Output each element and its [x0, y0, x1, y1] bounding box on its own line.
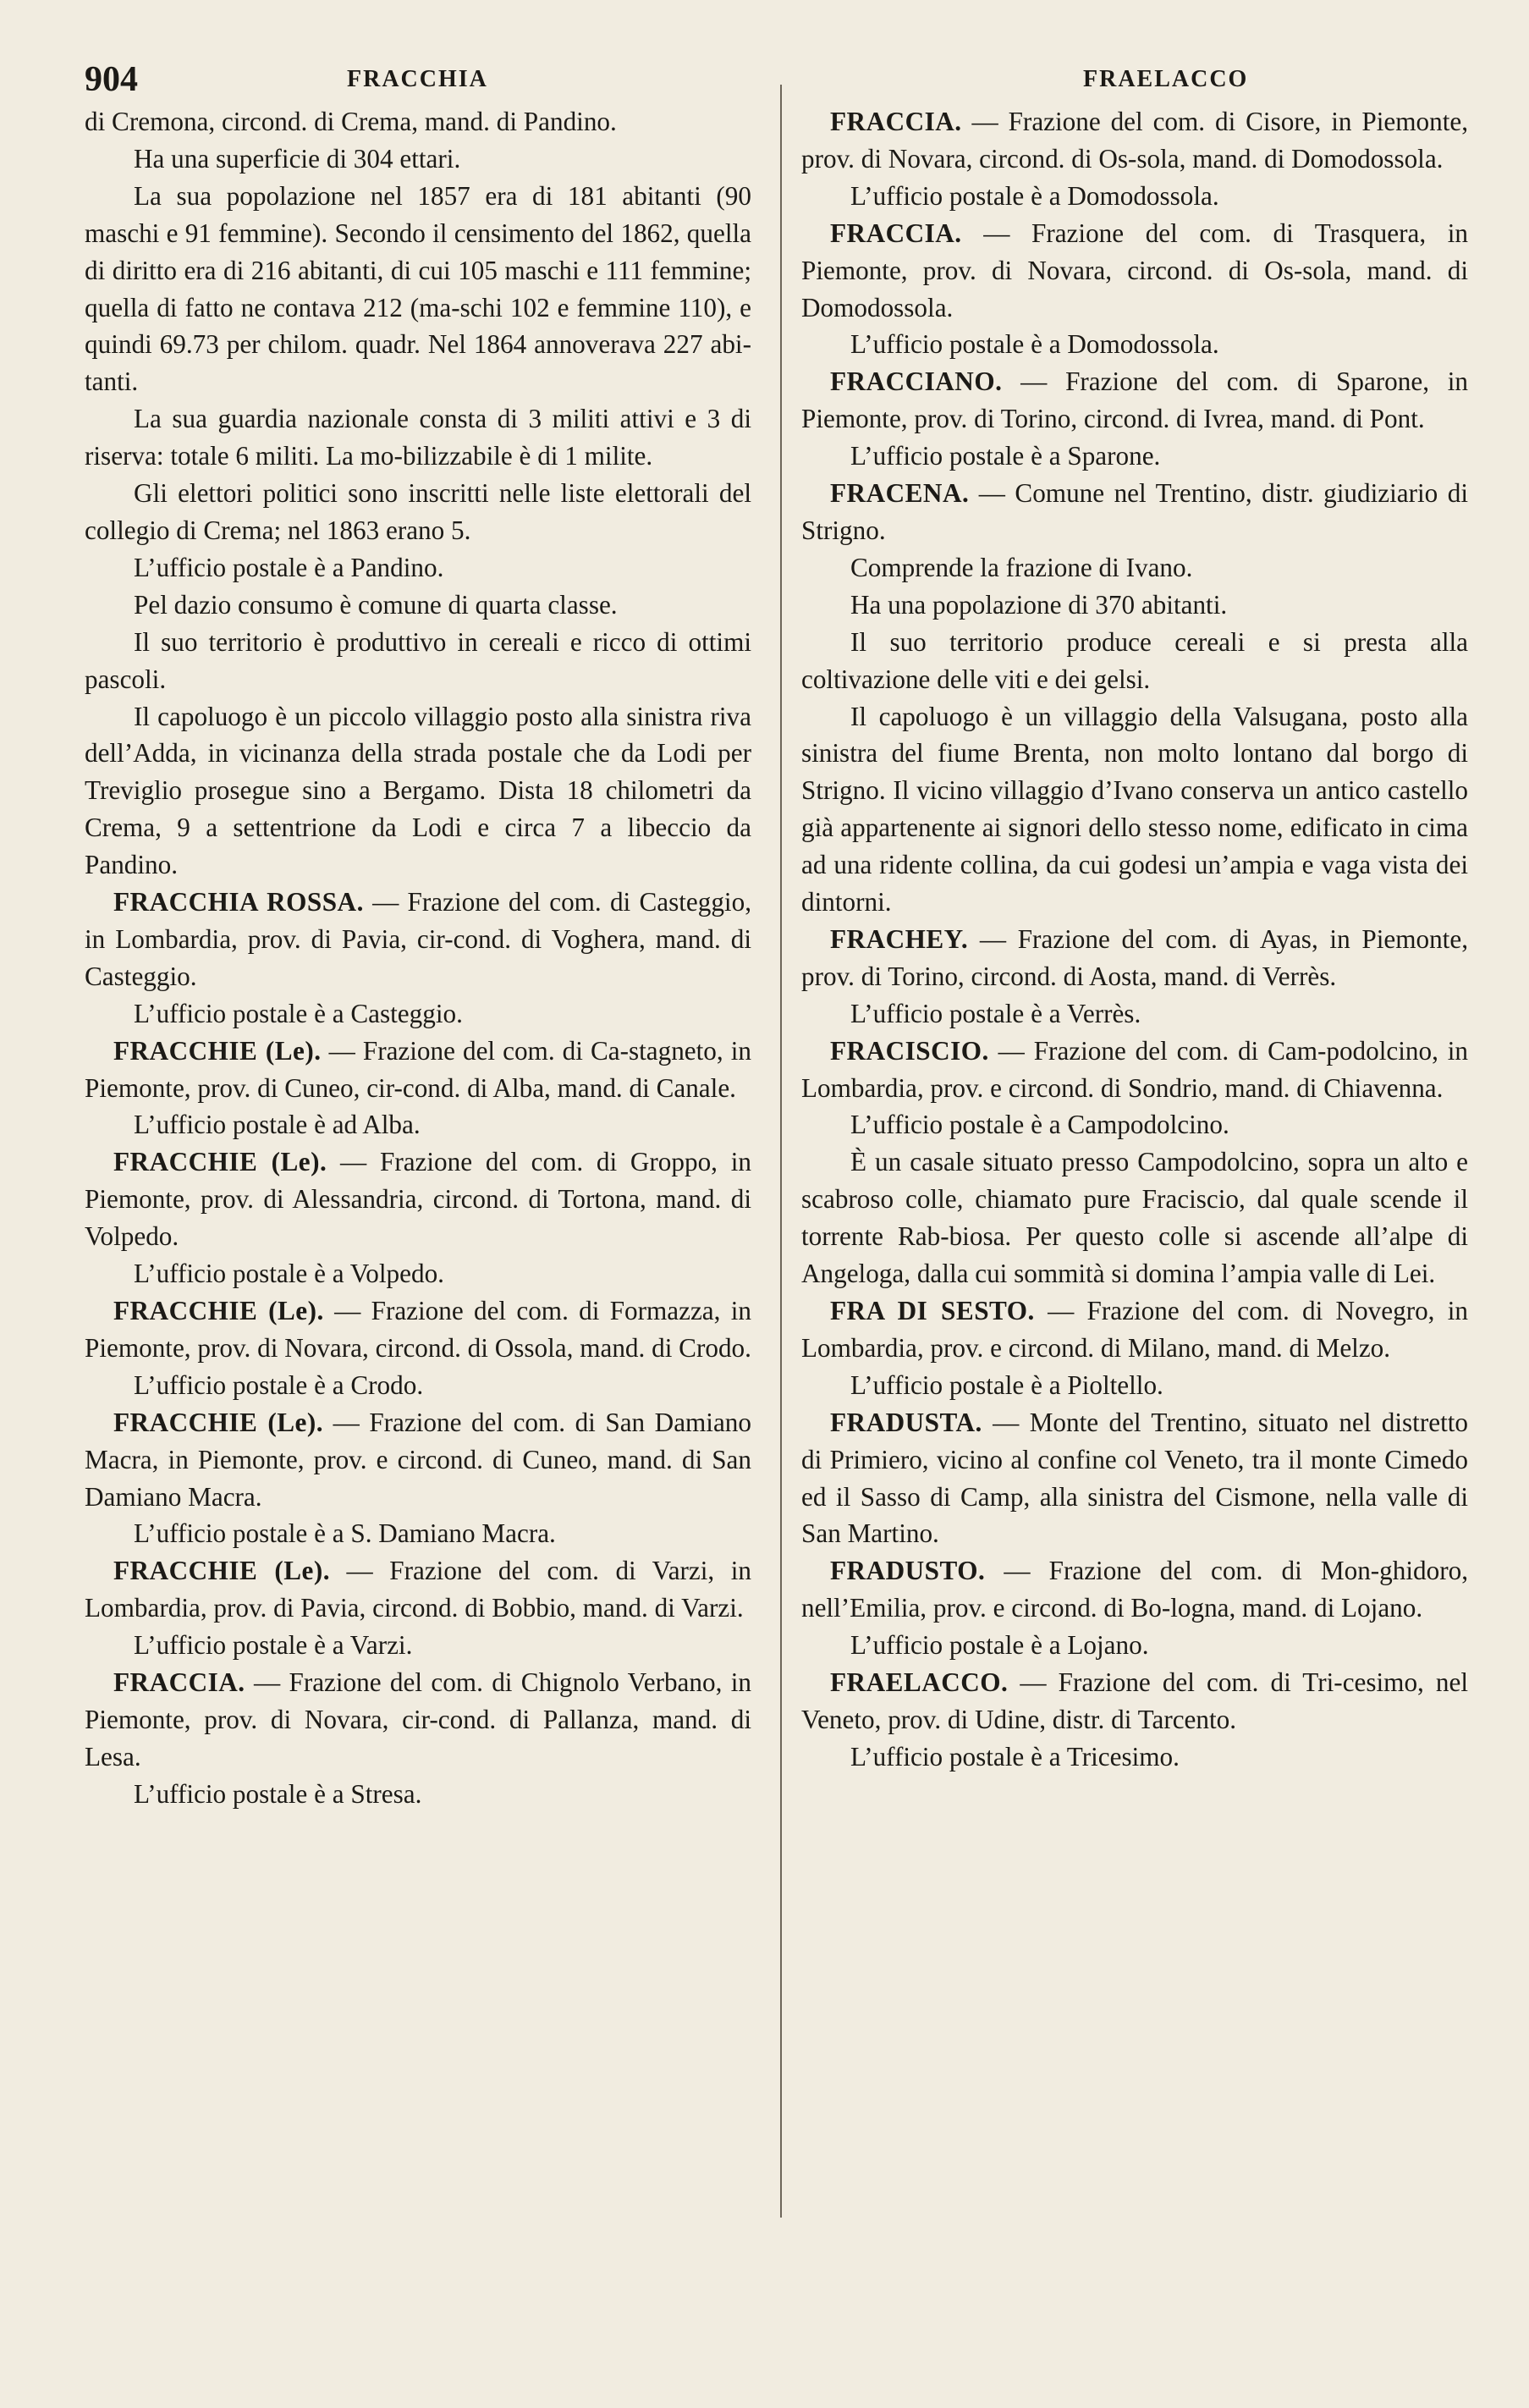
- entry-text: — Frazione del com. di Trasquera, in Piemonte, prov. di Novara, circond. di Os-sola, mand. di Domodossola.: [801, 218, 1468, 322]
- column-divider: [780, 85, 782, 2218]
- entry-text: — Frazione del com. di Ca-stagneto, in Piemonte, prov. di Cuneo, cir-cond. di Alba, mand. di Canale.: [85, 1035, 751, 1103]
- entry-headword: FRACCHIE (Le).: [113, 1407, 324, 1437]
- paragraph: Il suo territorio produce cereali e si presta alla coltivazione delle viti e dei gelsi.: [801, 626, 1468, 694]
- paragraph: di Cremona, circond. di Crema, mand. di Pandino.: [85, 107, 617, 136]
- dictionary-entry: [85, 1292, 751, 1367]
- paragraph: L’ufficio postale è a Domodossola.: [850, 180, 1219, 211]
- entry-text: — Monte del Trentino, situato nel distretto di Primiero, vicino al confine col Veneto, tra il monte Cimedo ed il Sasso di Camp, alla sinistra del Cismone, nella valle di San Martino.: [801, 1407, 1468, 1549]
- dictionary-entry: [801, 1404, 1468, 1553]
- paragraph: L’ufficio postale è a Crodo.: [134, 1369, 424, 1400]
- paragraph: La sua guardia nazionale consta di 3 militi attivi e 3 di riserva: totale 6 militi. La mo-bilizzabile è di 1 milite.: [85, 404, 751, 471]
- paragraph: La sua popolazione nel 1857 era di 181 abitanti (90 maschi e 91 femmine). Secondo il censimento del 1862, quella di diritto era di 216 abitanti, di cui 105 maschi e 111 femmine; quella di fatto ne contava 212 (ma-schi 102 e femmine 110), e quindi 69.73 per chilom. quadr. Nel 1864 annoverava 227 abi-tanti.: [85, 180, 751, 397]
- paragraph: L’ufficio postale è a Campodolcino.: [850, 1110, 1229, 1140]
- right-column: [801, 103, 1468, 1776]
- paragraph: Il suo territorio è produttivo in cereali e ricco di ottimi pascoli.: [85, 626, 751, 694]
- running-head-right: FRAELACCO: [1083, 66, 1249, 92]
- paragraph: Il capoluogo è un villaggio della Valsugana, posto alla sinistra del fiume Brenta, non molto lontano dal borgo di Strigno. Il vicino villaggio d’Ivano conserva un antico castello già appartenente ai signori dello stesso nome, edificato in cima ad una ridente collina, da cui godesi un’ampia e vaga vista dei dintorni.: [801, 701, 1468, 917]
- entry-text: — Frazione del com. di Cisore, in Piemonte, prov. di Novara, circond. di Os-sola, mand. di Domodossola.: [801, 107, 1468, 174]
- dictionary-entry: [801, 1664, 1468, 1738]
- page-number: 904: [85, 60, 138, 99]
- paragraph: L’ufficio postale è ad Alba.: [134, 1110, 421, 1140]
- entry-headword: FRACCIA.: [830, 218, 962, 248]
- entry-text: — Comune nel Trentino, distr. giudiziario di Strigno.: [801, 478, 1468, 545]
- entry-headword: FRADUSTA.: [830, 1407, 982, 1437]
- entry-headword: FRADUSTO.: [830, 1556, 986, 1586]
- entry-headword: FRA DI SESTO.: [830, 1296, 1035, 1325]
- paragraph: Pel dazio consumo è comune di quarta classe.: [134, 589, 618, 620]
- dictionary-entry: [85, 1664, 751, 1776]
- paragraph: L’ufficio postale è a Sparone.: [850, 441, 1161, 471]
- dictionary-entry: [85, 1404, 751, 1516]
- entry-text: — Frazione del com. di San Damiano Macra, in Piemonte, prov. e circond. di Cuneo, mand. di San Damiano Macra.: [85, 1407, 751, 1512]
- running-head-left: FRACCHIA: [347, 66, 488, 92]
- entry-headword: FRACCHIE (Le).: [113, 1147, 327, 1177]
- paragraph: L’ufficio postale è a Lojano.: [850, 1630, 1149, 1661]
- dictionary-entry: [801, 1033, 1468, 1107]
- paragraph: Comprende la frazione di Ivano.: [850, 552, 1193, 582]
- entry-text: — Frazione del com. di Formazza, in Piemonte, prov. di Novara, circond. di Ossola, mand. di Crodo.: [85, 1296, 751, 1363]
- dictionary-entry: [85, 884, 751, 995]
- paragraph: L’ufficio postale è a S. Damiano Macra.: [134, 1518, 556, 1549]
- paragraph: L’ufficio postale è a Pandino.: [134, 552, 444, 582]
- dictionary-entry: [85, 1143, 751, 1255]
- entry-headword: FRACCHIE (Le).: [113, 1556, 331, 1586]
- entry-headword: FRACCIA.: [830, 107, 962, 136]
- paragraph: Il capoluogo è un piccolo villaggio posto alla sinistra riva dell’Adda, in vicinanza della strada postale che da Lodi per Treviglio prosegue sino a Bergamo. Dista 18 chilometri da Crema, 9 a settentrione da Lodi e circa 7 a libeccio da Pandino.: [85, 701, 751, 880]
- paragraph: È un casale situato presso Campodolcino, sopra un alto e scabroso colle, chiamato pure Fraciscio, dal quale scende il torrente Rab-biosa. Per questo colle si ascende all’alpe di Angeloga, dalla cui sommità si domina l’ampia valle di Lei.: [801, 1147, 1468, 1289]
- paragraph: L’ufficio postale è a Volpedo.: [134, 1259, 444, 1289]
- entry-text: — Frazione del com. di Varzi, in Lombardia, prov. di Pavia, circond. di Bobbio, mand. di Varzi.: [85, 1556, 751, 1623]
- entry-headword: FRACCIA.: [113, 1667, 245, 1698]
- dictionary-entry: [801, 363, 1468, 438]
- paragraph: L’ufficio postale è a Varzi.: [134, 1630, 413, 1661]
- entry-headword: FRACCHIE (Le).: [113, 1035, 322, 1066]
- paragraph: L’ufficio postale è a Pioltello.: [850, 1369, 1163, 1400]
- paragraph: L’ufficio postale è a Verrès.: [850, 998, 1141, 1028]
- dictionary-entry: [801, 215, 1468, 327]
- entry-headword: FRACCHIA ROSSA.: [113, 887, 364, 917]
- left-column: [85, 103, 751, 1813]
- entry-headword: FRACCHIE (Le).: [113, 1296, 324, 1325]
- dictionary-entry: [801, 475, 1468, 549]
- entry-text: — Frazione del com. di Mon-ghidoro, nell’Emilia, prov. e circond. di Bo-logna, mand. di Lojano.: [801, 1556, 1468, 1623]
- paragraph: L’ufficio postale è a Tricesimo.: [850, 1741, 1180, 1772]
- entry-text: — Frazione del com. di Tri-cesimo, nel Veneto, prov. di Udine, distr. di Tarcento.: [801, 1667, 1468, 1734]
- paragraph: L’ufficio postale è a Stresa.: [134, 1778, 422, 1809]
- paragraph: L’ufficio postale è a Casteggio.: [134, 998, 463, 1028]
- dictionary-entry: [801, 103, 1468, 178]
- entry-headword: FRACISCIO.: [830, 1035, 989, 1066]
- paragraph: L’ufficio postale è a Domodossola.: [850, 329, 1219, 360]
- paragraph: Gli elettori politici sono inscritti nelle liste elettorali del collegio di Crema; nel 1863 erano 5.: [85, 478, 751, 545]
- entry-text: — Frazione del com. di Ayas, in Piemonte, prov. di Torino, circond. di Aosta, mand. di Verrès.: [801, 923, 1468, 991]
- entry-text: — Frazione del com. di Chignolo Verbano, in Piemonte, prov. di Novara, cir-cond. di Pallanza, mand. di Lesa.: [85, 1667, 751, 1772]
- dictionary-entry: [85, 1552, 751, 1627]
- dictionary-entry: [801, 1292, 1468, 1367]
- entry-headword: FRAELACCO.: [830, 1667, 1009, 1698]
- entry-headword: FRACCIANO.: [830, 366, 1003, 397]
- entry-text: — Frazione del com. di Groppo, in Piemonte, prov. di Alessandria, circond. di Tortona, mand. di Volpedo.: [85, 1147, 751, 1252]
- entry-text: — Frazione del com. di Novegro, in Lombardia, prov. e circond. di Milano, mand. di Melzo.: [801, 1296, 1468, 1363]
- dictionary-entry: [801, 921, 1468, 995]
- entry-text: — Frazione del com. di Casteggio, in Lombardia, prov. di Pavia, cir-cond. di Voghera, mand. di Casteggio.: [85, 887, 751, 991]
- entry-headword: FRACHEY.: [830, 923, 969, 954]
- dictionary-entry: [85, 1033, 751, 1107]
- entry-text: — Frazione del com. di Sparone, in Piemonte, prov. di Torino, circond. di Ivrea, mand. di Pont.: [801, 366, 1468, 434]
- paragraph: Ha una popolazione di 370 abitanti.: [850, 589, 1228, 620]
- dictionary-entry: [801, 1552, 1468, 1627]
- page-header: [85, 59, 1468, 102]
- entry-headword: FRACENA.: [830, 478, 970, 509]
- entry-text: — Frazione del com. di Cam-podolcino, in Lombardia, prov. e circond. di Sondrio, mand. di Chiavenna.: [801, 1035, 1468, 1103]
- paragraph: Ha una superficie di 304 ettari.: [134, 143, 461, 174]
